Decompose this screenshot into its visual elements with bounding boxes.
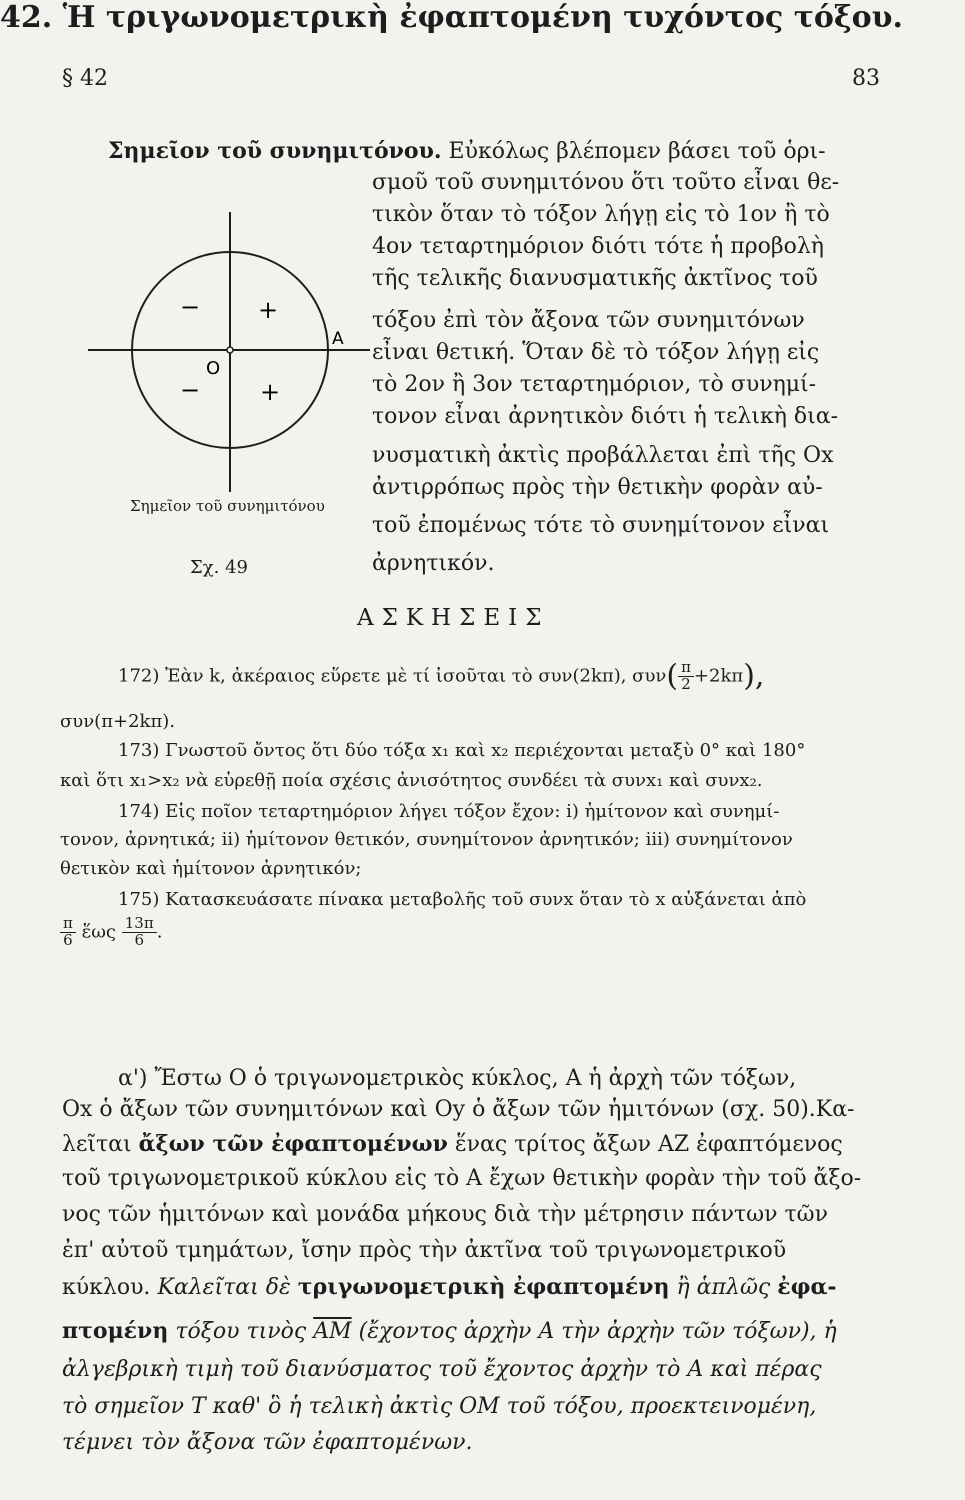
fraction: $\frac{\pi}{6}$ <box>60 916 76 949</box>
exercise-173-line: 173) Γνωστοῦ ὄντος ὅτι δύο τόξα x₁ καὶ x₂ περιέχονται μεταξὺ 0° καὶ 180° <box>118 740 806 761</box>
fraction: $\frac{\pi}{2}$ <box>678 660 694 693</box>
unit-circle-figure <box>70 200 370 500</box>
section-42-line: πτομένη τόξου τινὸς $\overline{AM}$ (ἔχοντος ἀρχὴν A τὴν ἀρχὴν τῶν τόξων), ἡ <box>62 1318 837 1344</box>
intro-heading: Σημεῖον τοῦ συνημιτόνου. <box>108 138 442 164</box>
exercise-174-line: τονον, ἀρνητικά; ii) ἡμίτονον θετικόν, συνημίτονον ἀρνητικόν; iii) συνημίτονον <box>60 829 793 850</box>
section-42-line: τοῦ τριγωνομετρικοῦ κύκλου εἰς τὸ A ἔχων θετικὴν φορὰν τὴν τοῦ ἄξο- <box>62 1166 862 1191</box>
section-42-line: κύκλου. Καλεῖται δὲ τριγωνομετρικὴ ἐφαπτομένη ἢ ἁπλῶς ἐφα- <box>62 1274 837 1300</box>
arc-am: $\overline{AM}$ <box>313 1319 352 1344</box>
intro-first-line <box>108 140 826 163</box>
tangent-term: πτομένη <box>62 1318 169 1344</box>
origin-label: O <box>206 358 221 379</box>
sign-bottom-right: + <box>260 378 281 406</box>
section-42-line: νος τῶν ἡμιτόνων καὶ μονάδα μήκους διὰ τὴν μέτρησιν πάντων τῶν <box>62 1202 828 1227</box>
exercise-174-line: 174) Εἰς ποῖον τεταρτημόριον λήγει τόξον ἔχον: i) ἡμίτονον καὶ συνημί- <box>118 801 780 822</box>
figure-caption: Σημεῖον τοῦ συνημιτόνου <box>130 497 325 515</box>
page-number: 83 <box>852 66 880 91</box>
section-42-line: Ox ὁ ἄξων τῶν συνημιτόνων καὶ Oy ὁ ἄξων τῶν ἡμιτόνων (σχ. 50).Κα- <box>62 1097 855 1122</box>
sign-top-left: − <box>180 293 201 321</box>
section-42-line: ἐπ' αὐτοῦ τμημάτων, ἴσην πρὸς τὴν ἀκτῖνα τοῦ τριγωνομετρικοῦ <box>62 1238 787 1263</box>
intro-first-line-rest: Εὐκόλως βλέπομεν βάσει τοῦ ὁρι- <box>448 139 826 164</box>
exercise-172: 172) Ἐὰν k, ἀκέραιος εὕρετε μὲ τί ἰσοῦται τὸ συν(2kπ), συν( $\frac{\pi}{2}$ +2kπ), <box>118 658 765 694</box>
section-42-line: τέμνει τὸν ἄξονα τῶν ἐφαπτομένων. <box>62 1430 473 1455</box>
section-mark: § 42 <box>62 66 108 91</box>
intro-line: τῆς τελικῆς διανυσματικῆς ἀκτῖνος τοῦ <box>372 266 818 291</box>
sign-bottom-left: − <box>180 376 201 404</box>
exercise-172-text: 172) Ἐὰν k, ἀκέραιος εὕρετε μὲ τί ἰσοῦται τὸ συν(2kπ), συν <box>118 665 667 687</box>
intro-line: ἀντιρρόπως πρὸς τὴν θετικὴν φορὰν αὐ- <box>372 475 823 500</box>
exercises-heading: ΑΣΚΗΣΕΙΣ <box>357 605 550 631</box>
exercise-173-line: καὶ ὅτι x₁>x₂ νὰ εὑρεθῇ ποία σχέσις ἀνισότητος συνδέει τὰ συνx₁ καὶ συνx₂. <box>60 770 763 791</box>
sign-top-right: + <box>258 296 279 324</box>
section-42-line: ἀλγεβρικὴ τιμὴ τοῦ διανύσματος τοῦ ἔχοντος ἀρχὴν τὸ A καὶ πέρας <box>62 1357 822 1382</box>
intro-line: 4ον τεταρτημόριον διότι τότε ἡ προβολὴ <box>372 234 824 259</box>
exercise-175-line: 175) Κατασκευάσατε πίνακα μεταβολῆς τοῦ συνx ὅταν τὸ x αὐξάνεται ἀπὸ <box>118 889 807 910</box>
exercise-175-range: $\frac{\pi}{6}$ ἕως $\frac{13\pi}{6}$ . <box>60 916 162 949</box>
trig-tangent-term: τριγωνομετρικὴ ἐφαπτομένη <box>297 1274 670 1300</box>
intro-line: σμοῦ τοῦ συνημιτόνου ὅτι τοῦτο εἶναι θε- <box>372 170 840 195</box>
exercise-172-cont: συν(π+2kπ). <box>60 711 176 732</box>
figure-number: Σχ. 49 <box>190 557 248 578</box>
intro-line: τὸ 2ον ἢ 3ον τεταρτημόριον, τὸ συνημί- <box>372 372 817 397</box>
intro-line: τικὸν ὅταν τὸ τόξον λήγῃ εἰς τὸ 1ον ἢ τὸ <box>372 202 830 227</box>
section-42-line: α') Ἔστω O ὁ τριγωνομετρικὸς κύκλος, A ἡ ἀρχὴ τῶν τόξων, <box>118 1066 797 1091</box>
intro-line: εἶναι θετική. Ὅταν δὲ τὸ τόξον λήγῃ εἰς <box>372 340 820 365</box>
point-a-label: A <box>332 329 344 349</box>
intro-line: τόξου ἐπὶ τὸν ἄξονα τῶν συνημιτόνων <box>372 308 805 333</box>
intro-line: νυσματικὴ ἀκτὶς προβάλλεται ἐπὶ τῆς Ox <box>372 443 834 468</box>
intro-line: τονον εἶναι ἀρνητικὸν διότι ἡ τελικὴ δια- <box>372 404 839 429</box>
section-42-line: τὸ σημεῖον T καθ' ὃ ἡ τελικὴ ἀκτὶς OM τοῦ τόξου, προεκτεινομένη, <box>62 1394 817 1419</box>
intro-line: τοῦ ἐπομένως τότε τὸ συνημίτονον εἶναι <box>372 513 830 538</box>
origin-point <box>227 347 233 353</box>
tangent-axis-term: ἄξων τῶν ἐφαπτομένων <box>138 1131 448 1157</box>
fraction: $\frac{13\pi}{6}$ <box>122 916 157 949</box>
section-42-title: 42. Ἡ τριγωνομετρικὴ ἐφαπτομένη τυχόντος τόξου. <box>0 0 903 35</box>
intro-line: ἀρνητικόν. <box>372 551 495 576</box>
section-42-line: λεῖται ἄξων τῶν ἐφαπτομένων ἕνας τρίτος ἄξων AZ ἐφαπτόμενος <box>62 1131 843 1157</box>
exercise-174-line: θετικὸν καὶ ἡμίτονον ἀρνητικόν; <box>60 858 362 879</box>
